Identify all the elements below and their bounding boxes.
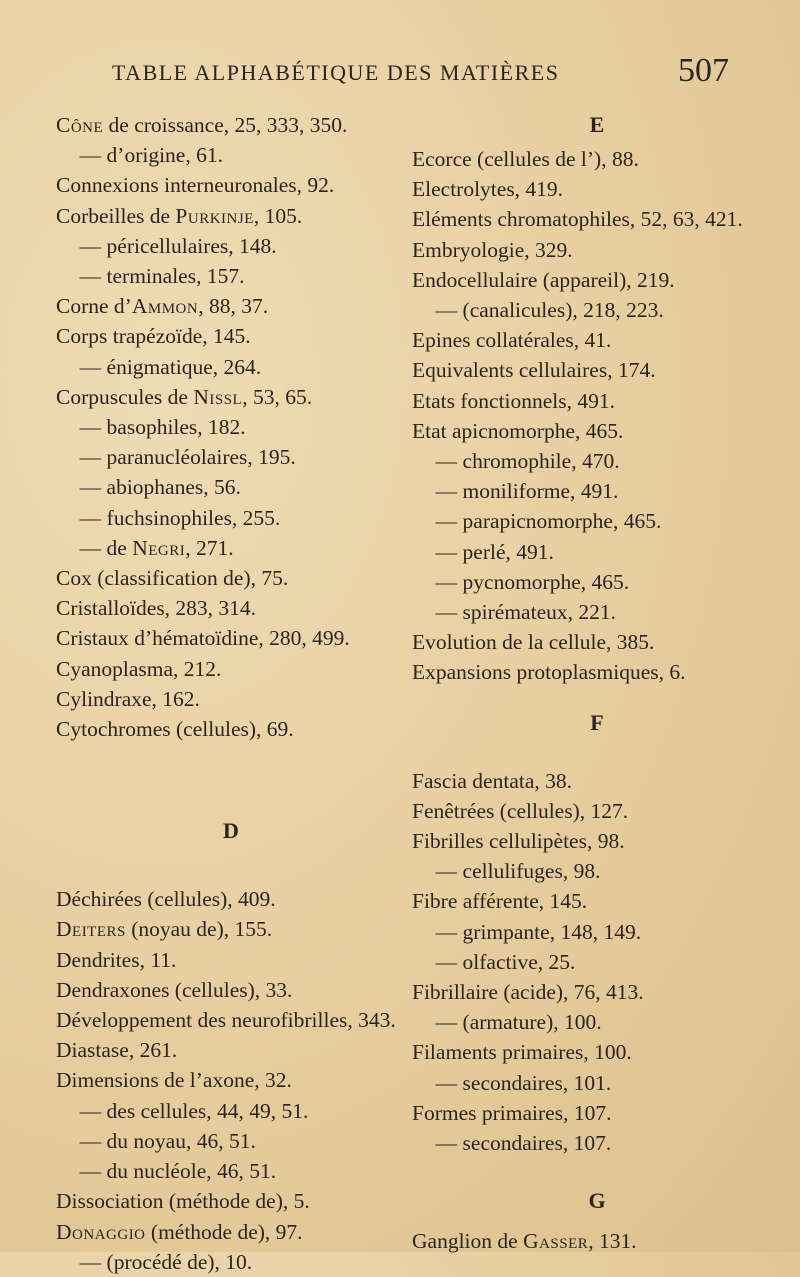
index-entry — [412, 917, 782, 947]
left-column — [56, 110, 406, 1277]
index-entry — [56, 533, 406, 563]
entry-text: Dendraxones (cellules), 33. — [56, 977, 293, 1002]
entry-text: Corps trapézoïde, 145. — [56, 324, 251, 349]
index-entry — [56, 170, 406, 200]
section-letter-d: D — [223, 818, 239, 844]
entry-text: — perlé, 491. — [435, 539, 554, 564]
entry-text: — paranucléolaires, 195. — [79, 445, 296, 470]
entry-text: Cylindraxe, 162. — [56, 686, 200, 711]
section-letter-e: E — [589, 112, 605, 137]
entry-text: — péricellulaires, 148. — [79, 233, 277, 258]
index-entry — [56, 412, 406, 442]
index-entry — [412, 204, 782, 234]
index-entry — [56, 1005, 406, 1035]
index-entry — [412, 886, 782, 916]
index-entry — [412, 826, 782, 856]
entry-text: — cellulifuges, 98. — [435, 859, 601, 884]
index-entry — [412, 567, 782, 597]
entry-text: — du noyau, 46, 51. — [79, 1128, 256, 1153]
entry-text: — (canalicules), 218, 223. — [435, 298, 664, 323]
index-entry — [412, 265, 782, 295]
page-header-title: TABLE ALPHABÉTIQUE DES MATIÈRES — [112, 60, 560, 85]
section-d — [56, 884, 406, 1277]
entry-text: Ganglion de — [412, 1229, 524, 1254]
entry-text: Dimensions de l’axone, 32. — [56, 1068, 292, 1093]
entry-text: Cyanoplasma, 212. — [56, 656, 222, 681]
author-name: Gasser — [523, 1229, 589, 1254]
index-entry — [56, 1247, 406, 1277]
author-name: Donaggio — [56, 1219, 146, 1244]
entry-text: Fibrilles cellulipètes, 98. — [412, 829, 625, 854]
entry-text: Ecorce (cellules de l’), 88. — [412, 147, 639, 171]
index-entry — [412, 416, 782, 446]
index-entry — [56, 1217, 406, 1247]
index-entry — [56, 714, 406, 744]
index-entry — [412, 1068, 782, 1098]
index-entry — [56, 321, 406, 351]
entry-text: — pycnomorphe, 465. — [435, 569, 630, 594]
entry-text: — du nucléole, 46, 51. — [79, 1159, 277, 1184]
section-letter-f: F — [590, 709, 604, 735]
entry-text: , 131. — [588, 1229, 637, 1254]
entry-text: — énigmatique, 264. — [79, 354, 262, 379]
index-entry — [412, 476, 782, 506]
index-entry — [412, 1098, 782, 1128]
entry-text: — spirémateux, 221. — [435, 600, 616, 625]
entry-text: Fenêtrées (cellules), 127. — [412, 798, 629, 823]
index-entry — [56, 884, 406, 914]
entry-text: Etat apicnomorphe, 465. — [412, 418, 624, 443]
entry-text: Evolution de la cellule, 385. — [412, 630, 655, 655]
entry-text: Fascia dentata, 38. — [412, 768, 573, 793]
entry-text: — secondaires, 101. — [435, 1070, 612, 1095]
index-entry — [56, 503, 406, 533]
entry-text: Expansions protoplasmiques, 6. — [412, 660, 686, 685]
index-entry — [412, 766, 782, 796]
entry-text: — basophiles, 182. — [79, 415, 246, 440]
entry-text: Eléments chromatophiles, 52, 63, 421. — [412, 207, 743, 232]
author-name: Ammon — [131, 294, 199, 319]
index-entry — [412, 386, 782, 416]
index-entry — [56, 945, 406, 975]
entry-text: — fuchsinophiles, 255. — [79, 505, 281, 530]
entry-text: — (armature), 100. — [435, 1010, 602, 1035]
entry-text: Cristalloïdes, 283, 314. — [56, 596, 257, 621]
index-entry — [56, 352, 406, 382]
index-entry — [412, 506, 782, 536]
page-number: 507 — [678, 52, 729, 89]
entry-text: Embryologie, 329. — [412, 237, 573, 262]
entry-text: — secondaires, 107. — [435, 1131, 612, 1156]
entry-text: — des cellules, 44, 49, 51. — [79, 1098, 309, 1123]
index-entry — [56, 291, 406, 321]
running-header — [0, 52, 800, 92]
entry-text: — olfactive, 25. — [435, 949, 576, 974]
index-entry — [56, 975, 406, 1005]
entry-text: — terminales, 157. — [79, 264, 245, 289]
author-name: Purkinje — [175, 203, 254, 228]
index-entry — [412, 144, 782, 174]
index-entry — [56, 654, 406, 684]
index-entry — [412, 597, 782, 627]
index-entry — [412, 1128, 782, 1158]
index-entry — [412, 627, 782, 657]
entry-text: Diastase, 261. — [56, 1038, 178, 1063]
entry-text: Etats fonctionnels, 491. — [412, 388, 616, 413]
author-name: Cône — [56, 113, 104, 137]
index-entry — [412, 977, 782, 1007]
index-entry — [412, 856, 782, 886]
entry-text: Cox (classification de), 75. — [56, 566, 289, 591]
index-entry — [412, 446, 782, 476]
index-entry — [412, 325, 782, 355]
entry-text: — (procédé de), 10. — [79, 1249, 253, 1274]
entry-text: — moniliforme, 491. — [435, 479, 619, 504]
index-entry — [412, 235, 782, 265]
index-entry — [56, 684, 406, 714]
index-entry — [56, 472, 406, 502]
entry-text: Cytochromes (cellules), 69. — [56, 717, 294, 742]
entry-text: Filaments primaires, 100. — [412, 1040, 632, 1065]
entry-text: Epines collatérales, 41. — [412, 328, 612, 353]
index-entry — [56, 563, 406, 593]
index-entry — [56, 1065, 406, 1095]
entry-text: Fibre afférente, 145. — [412, 889, 588, 914]
index-entry — [56, 593, 406, 623]
index-entry — [56, 201, 406, 231]
entry-text: Electrolytes, 419. — [412, 177, 564, 202]
entry-text: (méthode de), 97. — [145, 1219, 303, 1244]
author-name: Negri — [132, 535, 186, 560]
index-entry — [412, 295, 782, 325]
index-entry — [412, 174, 782, 204]
entry-text: Cristaux d’hématoïdine, 280, 499. — [56, 626, 350, 651]
index-entry — [56, 110, 406, 140]
entry-text: Déchirées (cellules), 409. — [56, 887, 276, 912]
entry-text: Fibrillaire (acide), 76, 413. — [412, 980, 644, 1005]
index-entry — [56, 261, 406, 291]
index-entry — [412, 657, 782, 687]
entry-text: Corpuscules de — [56, 384, 194, 409]
author-name: Nissl — [193, 384, 243, 409]
entry-text: (noyau de), 155. — [125, 917, 273, 942]
entry-text: Dissociation (méthode de), 5. — [56, 1189, 310, 1214]
index-entry — [56, 382, 406, 412]
section-f — [412, 766, 782, 1159]
index-entry — [56, 1035, 406, 1065]
index-entry — [56, 231, 406, 261]
entry-text: , 88, 37. — [198, 294, 269, 319]
entry-text: — parapicnomorphe, 465. — [435, 509, 662, 534]
index-entry — [412, 1007, 782, 1037]
index-entry — [56, 1096, 406, 1126]
entry-text: Dendrites, 11. — [56, 947, 177, 972]
entry-text: de croissance, 25, 333, 350. — [103, 113, 348, 137]
index-entry — [56, 623, 406, 653]
section-c — [56, 110, 406, 744]
entry-text: Formes primaires, 107. — [412, 1100, 612, 1125]
right-column — [412, 110, 782, 1257]
section-letter-g: G — [588, 1188, 606, 1214]
index-entry — [412, 355, 782, 385]
index-entry — [412, 1037, 782, 1067]
index-entry — [412, 537, 782, 567]
author-name: Deiters — [56, 917, 126, 942]
entry-text: — abiophanes, 56. — [79, 475, 241, 500]
entry-text: , 271. — [185, 535, 234, 560]
entry-text: — de — [79, 535, 133, 560]
index-entry — [56, 140, 406, 170]
section-e — [412, 144, 782, 688]
index-entry — [56, 1156, 406, 1186]
entry-text: — d’origine, 61. — [79, 143, 223, 168]
entry-text: , 53, 65. — [242, 384, 313, 409]
entry-text: — grimpante, 148, 149. — [435, 919, 642, 944]
index-entry — [412, 947, 782, 977]
index-entry — [56, 1126, 406, 1156]
entry-text: , 105. — [253, 203, 303, 228]
entry-text: Développement des neurofibrilles, 343. — [56, 1008, 396, 1033]
entry-text: — chromophile, 470. — [435, 449, 620, 474]
entry-text: Corbeilles de — [56, 203, 176, 228]
entry-text: Equivalents cellulaires, 174. — [412, 358, 656, 383]
entry-text: Corne d’ — [56, 294, 132, 319]
index-entry — [56, 1186, 406, 1216]
index-entry — [56, 914, 406, 944]
entry-text: Endocellulaire (appareil), 219. — [412, 267, 675, 292]
entry-text: Connexions interneuronales, 92. — [56, 173, 335, 198]
index-entry — [56, 442, 406, 472]
index-entry — [412, 796, 782, 826]
